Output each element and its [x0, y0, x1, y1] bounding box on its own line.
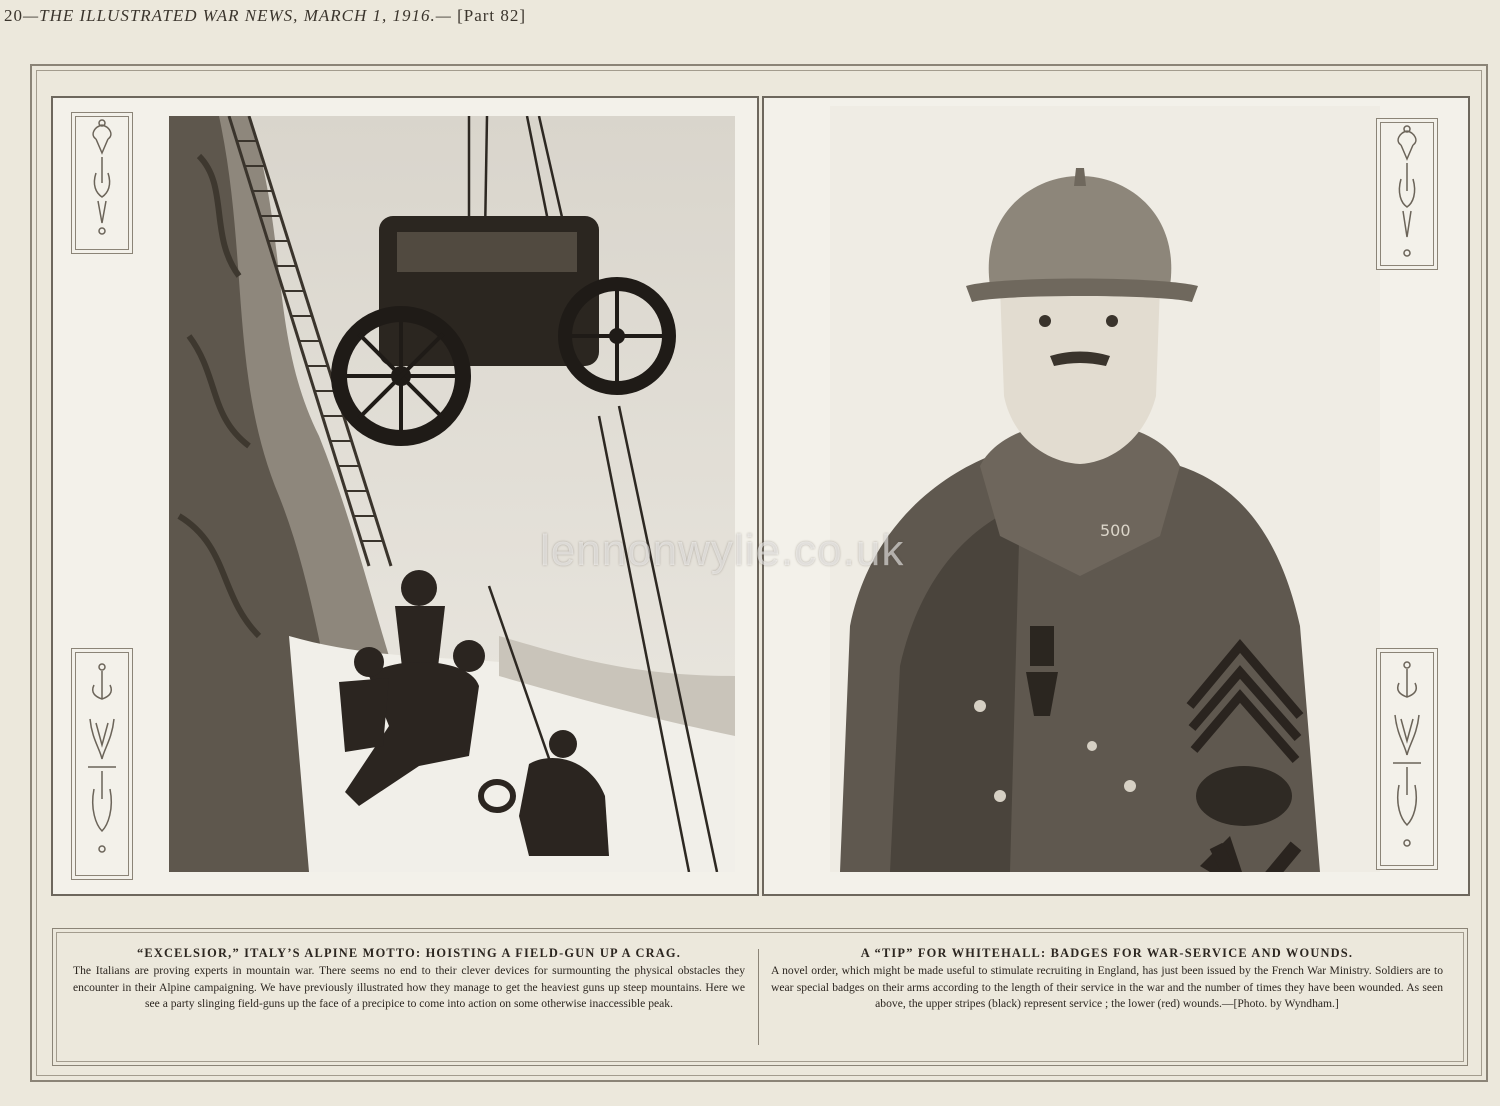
watermark: lennonwylie.co.uk	[540, 526, 905, 575]
ornament-bottom-left	[71, 648, 133, 880]
field-gun-photo	[169, 116, 735, 872]
caption-divider	[758, 949, 759, 1045]
right-caption	[771, 945, 1443, 1013]
right-caption-title: A “TIP” FOR WHITEHALL: BADGES FOR WAR-SERVICE AND WOUNDS.	[860, 946, 1354, 960]
right-photo-panel	[762, 96, 1470, 896]
collar-number: 500	[1100, 521, 1131, 540]
caption-box	[52, 928, 1468, 1066]
page-header: 20—THE ILLUSTRATED WAR NEWS, MARCH 1, 1916.— [Part 82]	[4, 6, 527, 25]
page-number: 20	[4, 6, 23, 25]
french-soldier-photo	[830, 106, 1380, 872]
issue-date: MARCH 1, 1916.	[303, 6, 436, 25]
ornament-top-left	[71, 112, 133, 254]
publication-title: THE ILLUSTRATED WAR NEWS,	[39, 6, 299, 25]
left-caption-body: The Italians are proving experts in mountain war. There seems no end to their clever devices for surmounting the physical obstacles they encounter in their Alpine campaigning. We have previously illustrated how they manage to get the heaviest guns up steep mountains. Here we see a party slinging field-guns up the face of a precipice to come into action on some otherwise inaccessible peak.	[73, 964, 745, 1011]
left-caption	[73, 945, 745, 1013]
part-number: [Part 82]	[457, 6, 527, 25]
right-caption-body: A novel order, which might be made useful to stimulate recruiting in England, has just been issued by the French War Ministry. Soldiers are to wear special badges on their arms according to the length of their service in the war and the number of times they have been wounded. As seen above, the upper stripes (black) represent service ; the lower (red) wounds.—[Photo. by Wyndham.]	[771, 964, 1443, 1011]
left-photo-panel	[51, 96, 759, 896]
ornament-bottom-right	[1376, 648, 1438, 870]
ornament-top-right	[1376, 118, 1438, 270]
left-caption-title: “EXCELSIOR,” ITALY’S ALPINE MOTTO: HOISTING A FIELD-GUN UP A CRAG.	[136, 946, 682, 960]
